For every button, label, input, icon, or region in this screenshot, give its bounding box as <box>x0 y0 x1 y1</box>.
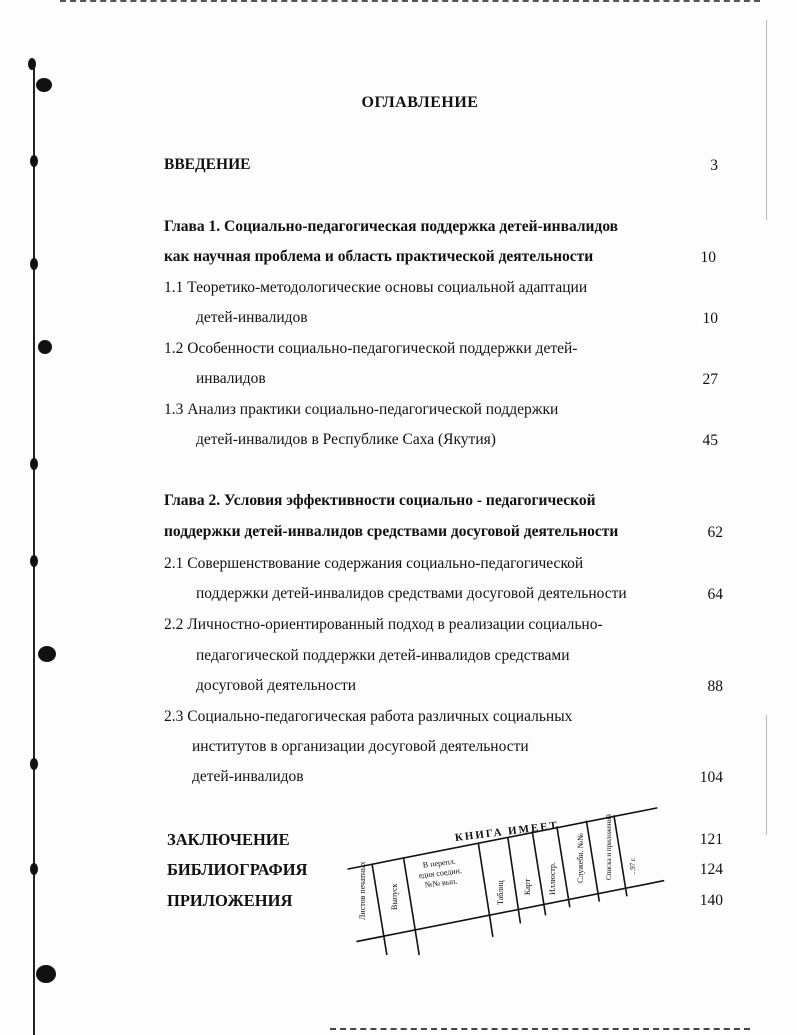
section-2-1-line2: поддержки детей-инвалидов средствами досуговой деятельности <box>196 585 627 602</box>
chapter2-page: 62 <box>707 524 723 541</box>
scan-top-edge <box>60 0 760 5</box>
scan-right-edge-lower <box>766 715 767 835</box>
stamp-col-issue: Выпуск <box>390 883 399 910</box>
binding-hole-mark <box>38 340 52 354</box>
binding-hole-mark <box>30 155 38 167</box>
stamp-column-line <box>372 864 388 955</box>
stamp-col-binding-b: едня соедин. <box>418 865 463 881</box>
page-title: ОГЛАВЛЕНИЕ <box>361 94 479 111</box>
binding-hole-mark <box>36 78 52 92</box>
section-1-1-line2: детей-инвалидов <box>196 309 308 326</box>
section-1-3-line2: детей-инвалидов в Республике Саха (Якутия) <box>196 431 496 448</box>
toc-conclusion-label: ЗАКЛЮЧЕНИЕ <box>167 830 290 849</box>
binding-hole-mark <box>28 58 36 70</box>
stamp-col-service: Служебн. №№ <box>576 833 585 883</box>
library-stamp <box>345 805 665 955</box>
section-1-2-line1: 1.2 Особенности социально-педагогической поддержки детей- <box>164 340 578 357</box>
stamp-col-illustrations: Иллюстр. <box>548 862 557 895</box>
section-2-1-line1: 2.1 Совершенствование содержания социально-педагогической <box>164 555 584 572</box>
stamp-col-tables: Таблиц <box>496 880 505 905</box>
toc-intro-label: ВВЕДЕНИЕ <box>164 156 251 173</box>
stamp-col-maps: Карт <box>523 878 532 895</box>
chapter1-title-line1: Глава 1. Социально-педагогическая поддержка детей-инвалидов <box>164 218 619 235</box>
binding-hole-mark <box>30 758 38 770</box>
section-1-1-line1: 1.1 Теоретико-методологические основы социальной адаптации <box>164 279 588 296</box>
toc-appendices-page: 140 <box>699 892 723 909</box>
binding-edge <box>33 60 35 1035</box>
section-2-2-line3: досуговой деятельности <box>196 677 357 694</box>
section-2-1-page: 64 <box>707 586 723 603</box>
chapter2-title-line2: поддержки детей-инвалидов средствами досуговой деятельности <box>164 523 619 540</box>
section-2-2-page: 88 <box>707 678 723 695</box>
binding-hole-mark <box>30 258 38 270</box>
binding-hole-mark <box>30 863 38 875</box>
toc-appendices-label: ПРИЛОЖЕНИЯ <box>167 891 293 910</box>
toc-intro-page: 3 <box>710 157 718 174</box>
stamp-column-line <box>614 815 627 897</box>
binding-hole-mark <box>36 965 56 983</box>
stamp-column-line <box>478 843 493 938</box>
toc-bibliography-page: 124 <box>699 861 723 878</box>
stamp-column-line <box>557 826 570 908</box>
section-2-3-line2: институтов в организации досуговой деятельности <box>192 738 529 755</box>
stamp-header: КНИГА ИМЕЕТ <box>454 819 560 845</box>
binding-hole-mark <box>30 555 38 567</box>
section-2-2-line1: 2.2 Личностно-ориентированный подход в реализации социально- <box>164 616 603 633</box>
binding-hole-mark <box>30 458 38 470</box>
toc-bibliography-label: БИБЛИОГРАФИЯ <box>167 860 308 879</box>
section-2-3-page: 104 <box>699 769 723 786</box>
scan-right-edge <box>766 20 767 220</box>
chapter1-page: 10 <box>700 249 716 266</box>
toc-conclusion-page: 121 <box>699 831 723 848</box>
stamp-col-binding-a: В перепл. <box>422 856 457 870</box>
section-2-3-line1: 2.3 Социально-педагогическая работа различных социальных <box>164 708 573 725</box>
scan-bottom-edge <box>330 1028 750 1030</box>
stamp-col-lists: Списка и приложений <box>605 814 613 880</box>
binding-hole-mark <box>38 646 56 662</box>
section-2-2-line2: педагогической поддержки детей-инвалидов средствами <box>196 647 570 664</box>
stamp-col-sheets: Листов печатных <box>358 861 367 920</box>
chapter1-title-line2: как научная проблема и область практической деятельности <box>164 248 594 265</box>
section-1-2-line2: инвалидов <box>196 370 266 387</box>
chapter2-title-line1: Глава 2. Условия эффективности социально - педагогической <box>164 492 596 509</box>
library-stamp-graphic <box>345 805 665 955</box>
stamp-col-year: ...97 г. <box>629 857 637 875</box>
section-1-3-line1: 1.3 Анализ практики социально-педагогической поддержки <box>164 401 559 418</box>
stamp-column-line <box>532 831 545 916</box>
stamp-col-binding-c: №№ вып. <box>424 876 458 890</box>
section-2-3-line3: детей-инвалидов <box>192 768 304 785</box>
stamp-column-line <box>586 820 599 902</box>
section-1-1-page: 10 <box>702 310 718 327</box>
section-1-3-page: 45 <box>702 432 718 449</box>
section-1-2-page: 27 <box>702 371 718 388</box>
stamp-bottom-line <box>354 881 665 942</box>
